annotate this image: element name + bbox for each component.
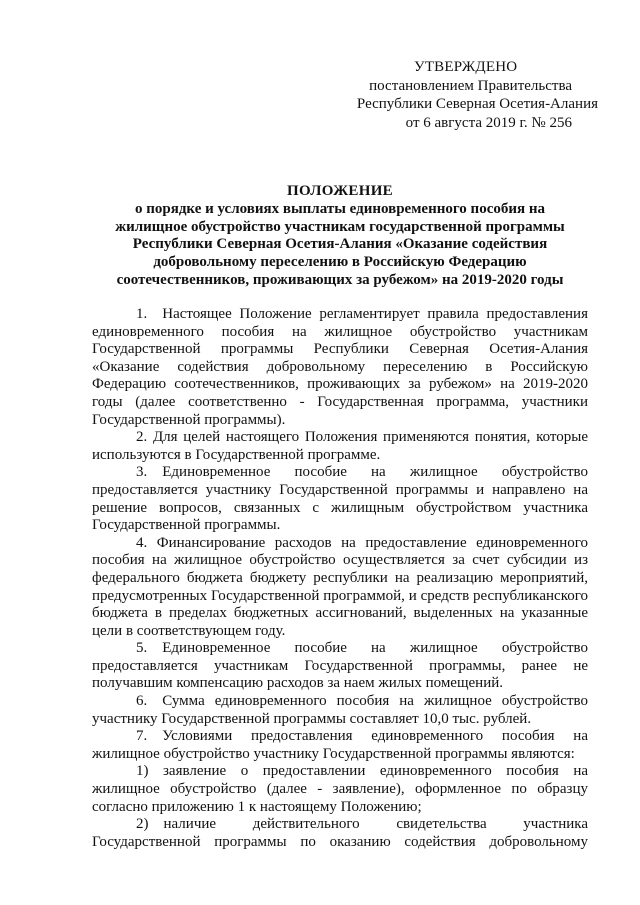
approval-authority: постановлением Правительства (369, 77, 572, 94)
approval-stamp (300, 58, 600, 132)
paragraph-2: 2. Для целей настоящего Положения применяются понятия, которые используются в Государственной программе. (92, 429, 588, 463)
approval-date-number: от 6 августа 2019 г. № 256 (405, 114, 572, 131)
paragraph-4: 4. Финансирование расходов на предоставление единовременного пособия на жилищное обустройство осуществляется за счет субсидии из федерального бюджета бюджету республики на реализацию мероприятий, предусмотренных Государственной программой, и средств республиканского бюджета в пределах бюджетных ассигнований, выделенных на указанные цели в соответствующем году. (92, 534, 588, 639)
paragraph-7: 7. Условиями предоставления единовременного пособия на жилищное обустройство участнику Государственной программы являются: (92, 728, 588, 762)
approval-government: Республики Северная Осетия-Алания (356, 96, 598, 112)
title-line-4: добровольному переселению в Российскую Федерацию (153, 254, 527, 271)
document-body (92, 306, 588, 851)
document-title: ПОЛОЖЕНИЕ (287, 183, 393, 199)
title-line-5: соотечественников, проживающих за рубежом» на 2019-2020 годы (116, 271, 564, 288)
paragraph-1: 1. Настоящее Положение регламентирует правила предоставления единовременного пособия на жилищное обустройство участникам Государственной программы Республики Северная Осетия-Алания «Оказание содействия добровольному переселению в Российскую Федерацию соотечественников, проживающих за рубежом» на 2019-2020 годы (далее соответственно - Государственная программа, участники Государственной программы). (92, 306, 588, 428)
paragraph-5: 5. Единовременное пособие на жилищное обустройство предоставляется участникам Государственной программы, ранее не получавшим компенсацию расходов за наем жилых помещений. (92, 640, 588, 692)
paragraph-7-item-2: 2) наличие действительного свидетельства участника Государственной программы по оказанию содействия добровольному (92, 816, 588, 850)
paragraph-6: 6. Сумма единовременного пособия на жилищное обустройство участнику Государственной программы составляет 10,0 тыс. рублей. (92, 693, 588, 727)
approved-label: УТВЕРЖДЕНО (414, 59, 518, 75)
title-line-2: жилищное обустройство участникам государственной программы (115, 218, 565, 235)
title-line-1: о порядке и условиях выплаты единовременного пособия на (134, 200, 546, 217)
paragraph-3: 3. Единовременное пособие на жилищное обустройство предоставляется участнику Государственной программы и направлено на решение вопросов, связанных с жилищным обустройством участника Государственной программы. (92, 464, 588, 534)
paragraph-7-item-1: 1) заявление о предоставлении единовременного пособия на жилищное обустройство (далее - заявление), оформленное по образцу согласно приложению 1 к настоящему Положению; (92, 763, 588, 815)
title-line-3: Республики Северная Осетия-Алания «Оказание содействия (132, 236, 548, 253)
document-title-block (80, 183, 600, 290)
